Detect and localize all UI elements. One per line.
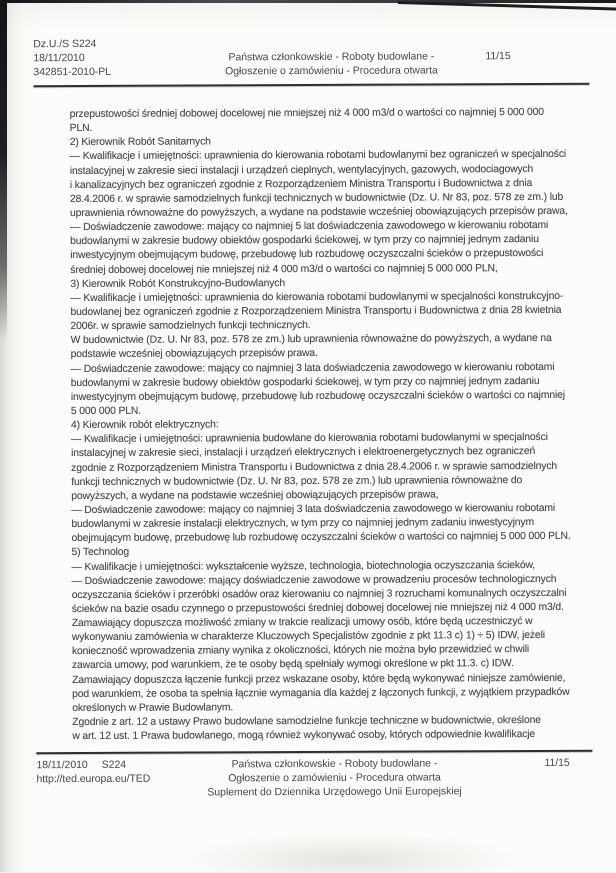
body-text-line: podstawie wcześniej obowiązujących przepisów prawa.	[70, 348, 318, 361]
body-text-line: budowlanej bez ograniczeń zgodnie z Rozporządzeniem Ministra Transportu i Budownictwa z dnia 28 kwietnia	[70, 304, 562, 319]
body-text-line: inwestycyjnym obejmującym budowę, przebudowę lub rozbudowę oczyszczalni ścieków o wartości co najmniej	[70, 389, 565, 403]
header-page-number: 11/15	[485, 50, 511, 63]
body-text-line: Zamawiający dopuszcza łączenie funkcji przez wskazane osoby, które będą wykonywać niniejsze zamówienie,	[72, 672, 566, 686]
footer-title-line: Suplement do Dziennika Urzędowego Unii Europejskiej	[207, 785, 462, 799]
body-text-line: 5 000 000 PLN.	[70, 405, 142, 417]
header-notice-id: 342851-2010-PL	[33, 66, 111, 79]
body-text-line: — Kwalifikacje i umiejętności: wykształcenie wyższe, technologia, biotechnologia oczyszczania ścieków,	[71, 559, 536, 573]
header-doc-ref: Dz.U./S S224	[33, 37, 97, 51]
body-text-line: ścieków na bazie osadu czynnego o przepustowości średniej dobowej docelowej nie mniejszej niż 4 000 m3/d.	[71, 601, 564, 615]
body-text-line: — Kwalifikacje i umiejętności: uprawnienia budowlane do kierowania robotami budowlanymi w specjalności	[70, 432, 548, 446]
body-text-line: W budownictwie (Dz. U. Nr 83, poz. 578 ze zm.) lub uprawnienia równoważne do powyższych, a wydane na	[70, 333, 552, 347]
body-text-line: 3) Kierownik Robót Konstrukcyjno-Budowlanych	[70, 277, 285, 290]
header-title	[141, 49, 521, 79]
body-text-line: zgodnie z Rozporządzeniem Ministra Transportu i Budownictwa z dnia 28.4.2006 r. w sprawie samodzielnych	[71, 460, 558, 474]
document-body	[70, 106, 597, 745]
body-text-line: PLN.	[69, 123, 93, 135]
page-header	[33, 35, 589, 79]
body-text-line: Zamawiający dopuszcza możliwość zmiany w trakcie realizacji umowy osób, które będą uczestniczyć w	[71, 616, 533, 630]
body-text-line: określonych w Prawie Budowlanym.	[72, 702, 234, 714]
body-text-line: średniej dobowej docelowej nie mniejszej niż 4 000 m3/d o wartości co najmniej 5 000 000 PLN,	[70, 262, 498, 276]
body-text-line: budowlanymi w zakresie budowy obiektów gospodarki ściekowej, w tym przy co najmniej jednym zadaniu	[70, 234, 539, 248]
body-text-line: i kanalizacyjnych bez ograniczeń zgodnie z Rozporządzeniem Ministra Transportu i Budownictwa z dnia	[69, 177, 533, 191]
footer-page-number: 11/15	[544, 756, 570, 769]
page-footer	[36, 756, 592, 799]
header-title-line: Państwa członkowskie - Roboty budowlane -	[228, 50, 435, 64]
body-text-line: 2) Kierownik Robót Sanitarnych	[69, 136, 211, 149]
body-text-line: Zgodnie z art. 12 a ustawy Prawo budowlane samodzielne funkcje techniczne w budownictwie, określone	[72, 715, 541, 729]
footer-date: 18/11/2010	[36, 758, 88, 772]
header-left-block	[33, 37, 111, 80]
body-text-line: zawarcia umowy, pod warunkiem, że te osoby będą spełniały wymogi określone w pkt 11.3. c) IDW.	[71, 658, 514, 672]
body-text-line: budowlanymi w zakresie budowy obiektów gospodarki ściekowej, w tym przy co najmniej jednym zadaniu	[70, 375, 540, 389]
footer-title-line: Państwa członkowskie - Roboty budowlane -	[231, 757, 438, 771]
body-text-line: — Doświadczenie zawodowe: mający co najmniej 3 lata doświadczenia zawodowego w kierowaniu robotami	[70, 361, 555, 375]
body-text-line: — Kwalifikacje i umiejętności: uprawnienia do kierowania robotami budowlanymi bez ograniczeń w specjalności	[69, 149, 567, 163]
body-text-line: — Doświadczenie zawodowe: mający doświadczenie zawodowe w prowadzeniu procesów technologicznych	[71, 573, 557, 587]
body-text-line: obejmującym budowę, przebudowę lub rozbudowę oczyszczalni ścieków o wartości co najmniej 5 000 000 PLN.	[71, 531, 571, 545]
body-text-line: — Doświadczenie zawodowe: mający co najmniej 3 lata doświadczenia zawodowego w kierowaniu robotami	[71, 502, 556, 516]
body-text-line: funkcji technicznych w budownictwie (Dz. U. Nr 83, poz. 578 ze zm.) lub uprawnienia równoważne do	[71, 474, 523, 488]
body-text-line: 2006r. w sprawie samodzielnych funkcji technicznych.	[70, 320, 311, 333]
body-text-line: inwestycyjnym obejmującym budowę, przebudowę lub rozbudowę oczyszczalni ścieków o przepustowości	[70, 248, 544, 262]
body-text-line: przepustowości średniej dobowej docelowej nie mniejszej niż 4 000 m3/d o wartości co najmniej 5 000 000	[69, 106, 544, 121]
footer-issue: S224	[101, 758, 127, 771]
header-title-line: Ogłoszenie o zamówieniu - Procedura otwarta	[225, 64, 438, 78]
header-rule	[33, 83, 589, 87]
footer-left-block	[36, 758, 150, 787]
body-text-line: powyższych, a wydane na podstawie wcześniej obowiązujących przepisów prawa,	[71, 489, 439, 502]
footer-rule	[36, 750, 592, 754]
body-text-line: wykonywaniu zamówienia w charakterze Kluczowych Specjalistów zgodnie z pkt 11.3 c) 1) ÷ 5) IDW, jeżeli	[71, 630, 545, 644]
footer-url: http://ted.europa.eu/TED	[36, 772, 151, 786]
footer-title	[144, 756, 524, 800]
body-text-line: uprawnienia równoważne do powyższych, a wydane na podstawie wcześniej obowiązujących przepisów prawa,	[70, 205, 568, 220]
body-text-line: instalacyjnej w zakresie sieci, instalacji i urządzeń elektrycznych i elektroenergetycznych bez ograniczeń	[71, 446, 536, 460]
body-text-line: pod warunkiem, że osoba ta spełnia łącznie wymagania dla każdej z łączonych funkcji, z wyjątkiem przypadków	[72, 686, 570, 700]
body-text-line: — Doświadczenie zawodowe: mający co najmniej 5 lat doświadczenia zawodowego w kierowaniu robotami	[70, 220, 549, 234]
body-text-line: — Kwalifikacje i umiejętności: uprawnienia do kierowania robotami budowlanymi w specjalności konstrukcyjno-	[70, 290, 564, 304]
body-text-line: 28.4.2006 r. w sprawie samodzielnych funkcji technicznych w budownictwie (Dz. U. Nr 83, poz. 578 ze zm.) lub	[69, 191, 564, 205]
footer-date-issue	[36, 758, 150, 773]
body-text-line: 5) Technolog	[71, 547, 130, 559]
body-text-line: oczyszczania ścieków i przeróbki osadów oraz kierowaniu co najmniej 3 rozruchami komunalnych oczyszczalni	[71, 587, 567, 601]
body-text-line: 4) Kierownik robót elektrycznych:	[70, 419, 219, 432]
body-text-line: budowlanymi w zakresie instalacji elektrycznych, w tym przy co najmniej jednym zadaniu inwestycyjnym	[71, 517, 534, 531]
header-date: 18/11/2010	[33, 52, 85, 65]
footer-title-line: Ogłoszenie o zamówieniu - Procedura otwarta	[228, 771, 441, 785]
body-text-line: instalacyjnej w zakresie sieci instalacji i urządzeń cieplnych, wentylacyjnych, gazowych, wodociagowych	[69, 163, 534, 177]
body-text-line: konieczność wprowadzenia zmiany wynika z okoliczności, których nie można było przewidzieć w chwili	[71, 644, 530, 658]
body-text-line: w art. 12 ust. 1 Prawa budowlanego, mogą również wykonywać osoby, których odpowiednie kwalifikacje	[72, 729, 536, 743]
